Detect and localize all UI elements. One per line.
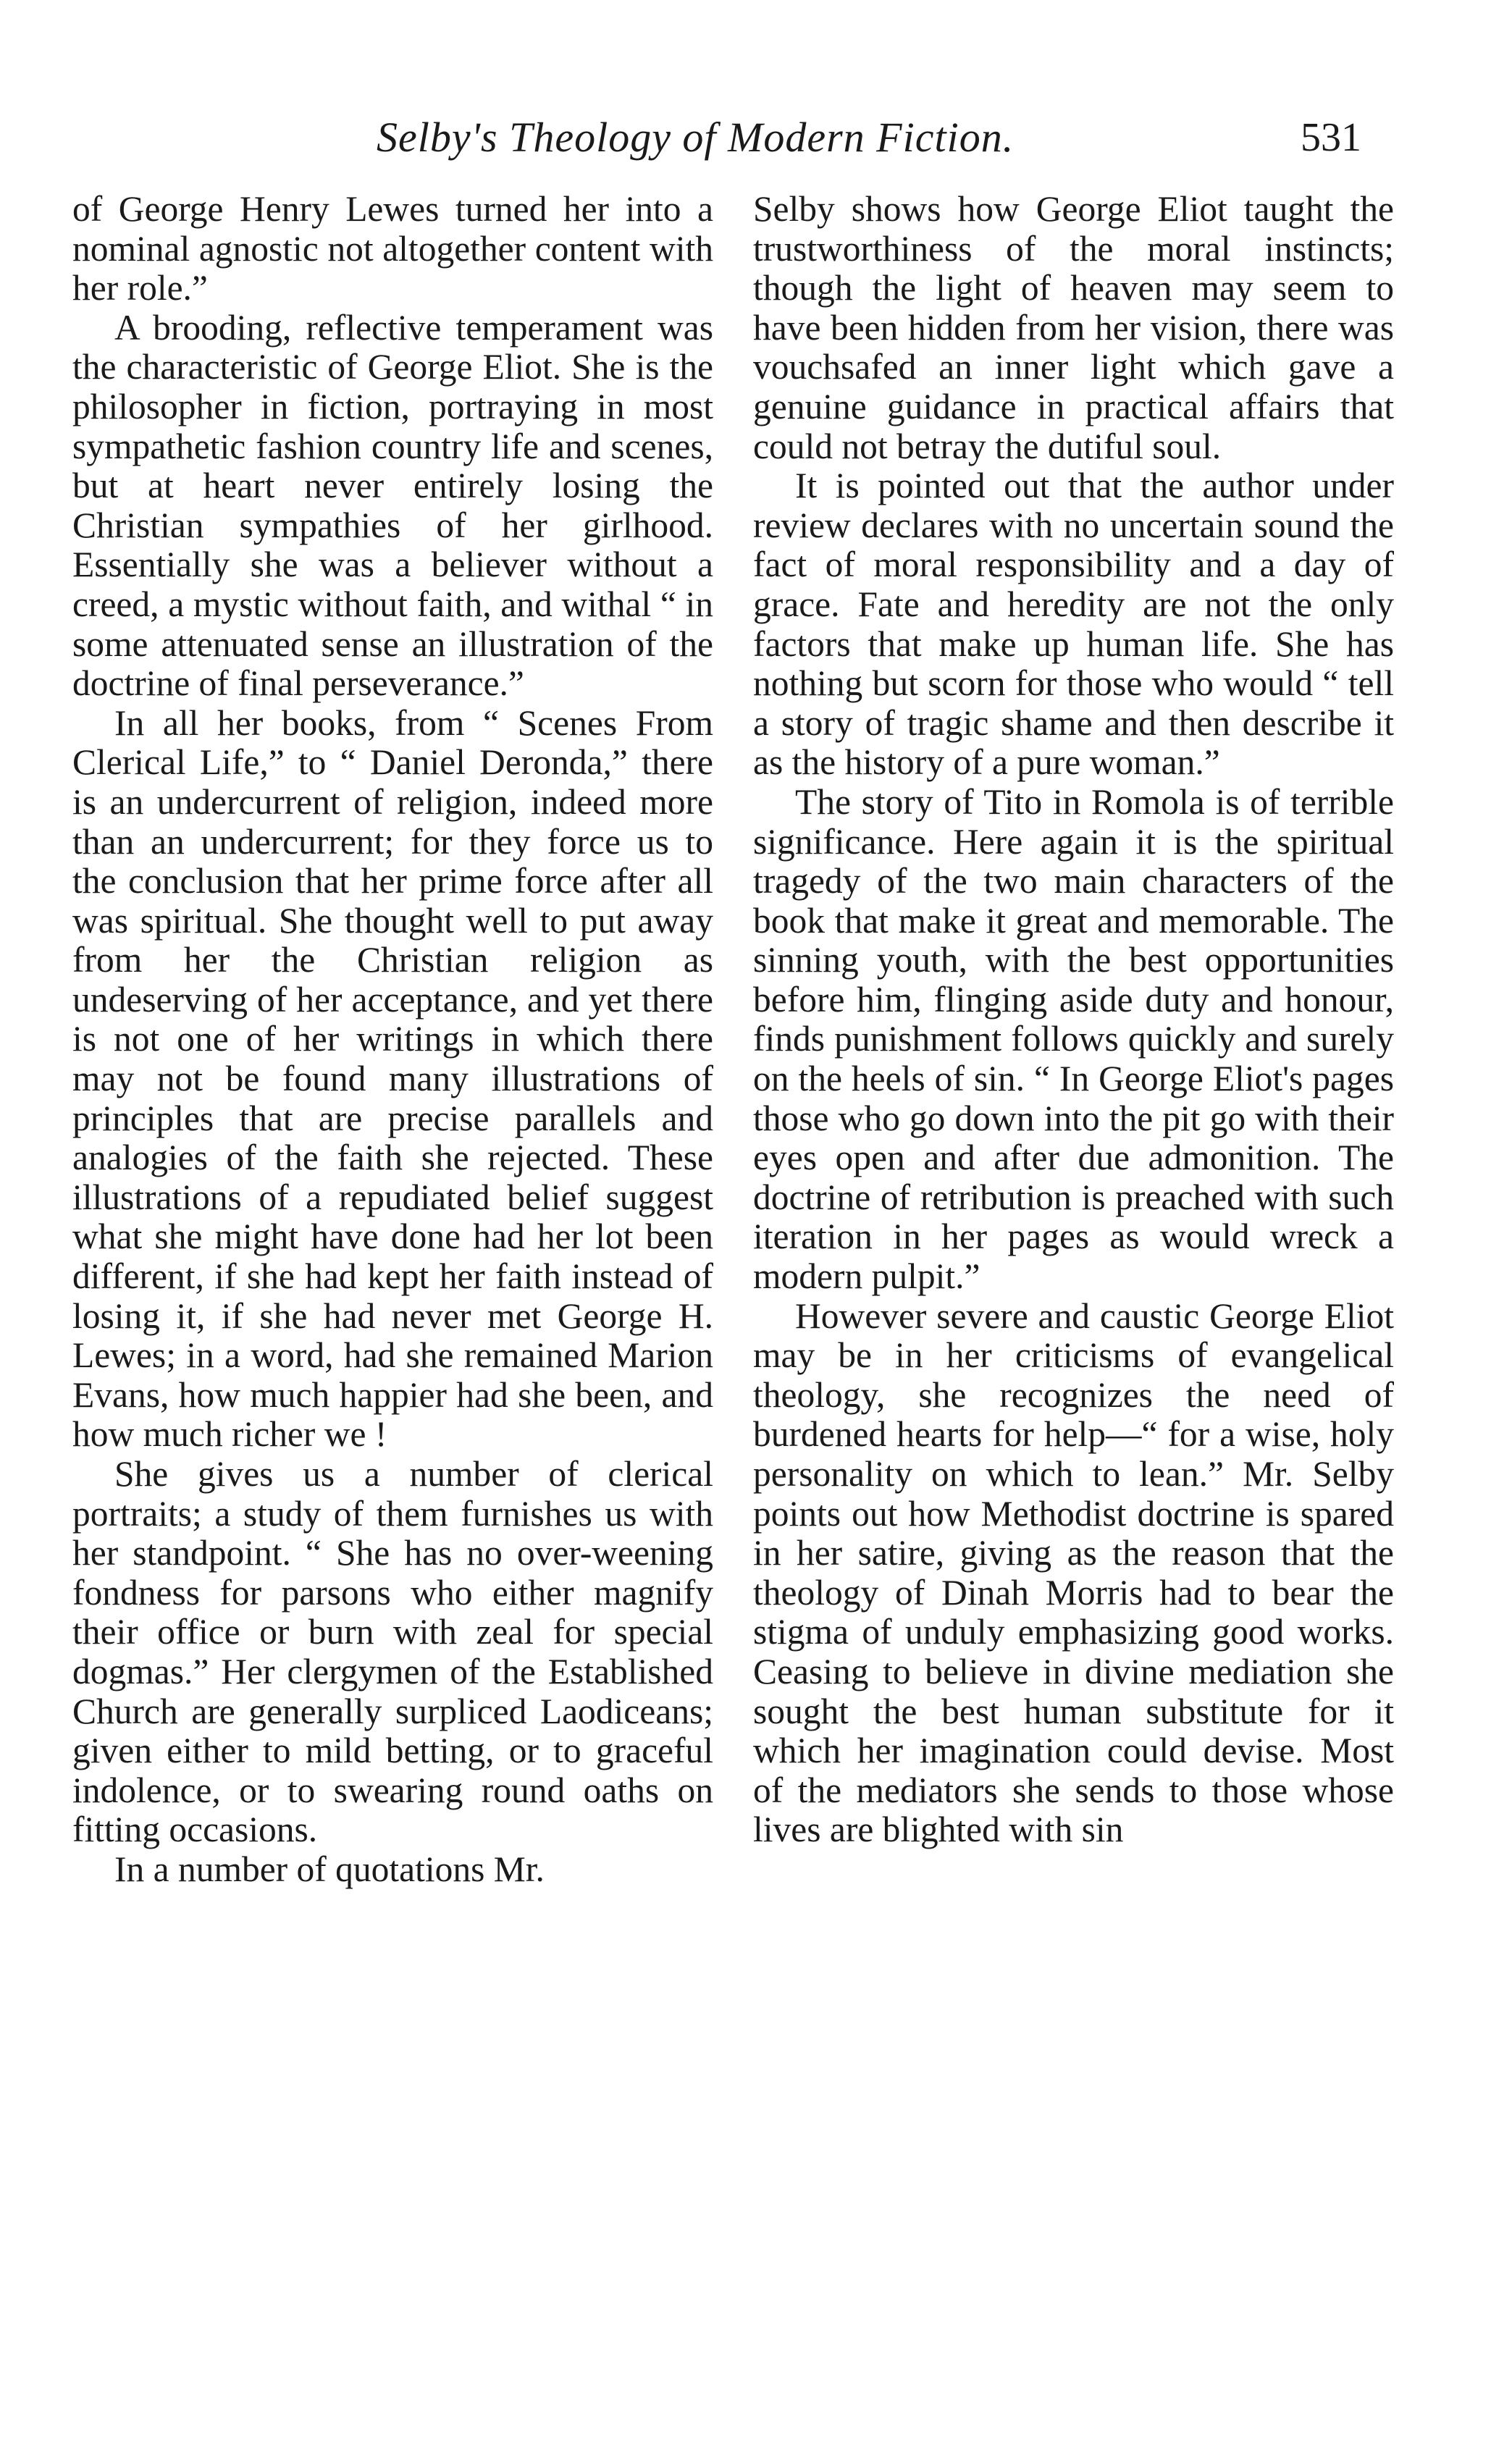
paragraph: In a number of quotations Mr.	[114, 1849, 545, 1889]
right-column	[753, 190, 1394, 1850]
paragraph: of George Henry Lewes turned her into a nominal agnostic not altogether content with her role.”	[72, 189, 713, 308]
running-head	[0, 109, 1419, 167]
paragraph: Selby shows how George Eliot taught the trustworthiness of the moral instincts; though the light of heaven may seem to have been hidden from her vision, there was vouchsafed an inner light which gave a genuine guidance in practical affairs that could not betray the dutiful soul.	[753, 189, 1394, 466]
left-column	[72, 190, 713, 1890]
page-number: 531	[1301, 115, 1361, 160]
paragraph: In all her books, from “ Scenes From Clerical Life,” to “ Daniel Deronda,” there is an undercurrent of religion, indeed more than an undercurrent; for they force us to the conclusion that her prime force after all was spiritual. She thought well to put away from her the Christian religion as undeserving of her acceptance, and yet there is not one of her writings in which there may not be found many illustrations of principles that are precise parallels and analogies of the faith she rejected. These illustrations of a repudiated belief suggest what she might have done had her lot been different, if she had kept her faith instead of losing it, if she had never met George H. Lewes; in a word, had she remained Marion Evans, how much happier had she been, and how much richer we !	[72, 702, 713, 1455]
paragraph: However severe and caustic George Eliot may be in her criticisms of evangelical theology, she recognizes the need of burdened hearts for help—“ for a wise, holy personality on which to lean.” Mr. Selby points out how Methodist doctrine is spared in her satire, giving as the reason that the theology of Dinah Morris had to bear the stigma of unduly emphasizing good works. Ceasing to believe in divine mediation she sought the best human substitute for it which her imagination could devise. Most of the mediators she sends to those whose lives are blighted with sin	[753, 1295, 1394, 1850]
paragraph: It is pointed out that the author under review declares with no uncertain sound the fact of moral responsibility and a day of grace. Fate and heredity are not the only factors that make up human life. She has nothing but scorn for those who would “ tell a story of tragic shame and then describe it as the history of a pure woman.”	[753, 466, 1394, 783]
paragraph: The story of Tito in Romola is of terrible significance. Here again it is the spiritual tragedy of the two main characters of the book that make it great and memorable. The sinning youth, with the best opportunities before him, flinging aside duty and honour, finds punishment follows quickly and surely on the heels of sin. “ In George Eliot's pages those who go down into the pit go with their eyes open and after due admonition. The doctrine of retribution is preached with such iteration in her pages as would wreck a modern pulpit.”	[753, 781, 1394, 1297]
paragraph: She gives us a number of clerical portraits; a study of them furnishes us with her standpoint. “ She has no over-weening fondness for parsons who either magnify their office or burn with zeal for special dogmas.” Her clergymen of the Established Church are generally surpliced Laodiceans; given either to mild betting, or to graceful indolence, or to swearing round oaths on fitting occasions.	[72, 1454, 713, 1850]
running-title: Selby's Theology of Modern Fiction.	[377, 114, 1015, 161]
paragraph: A brooding, reflective temperament was the characteristic of George Eliot. She is the philosopher in fiction, portraying in most sympathetic fashion country life and scenes, but at heart never entirely losing the Christian sympathies of her girlhood. Essentially she was a believer without a creed, a mystic without faith, and withal “ in some attenuated sense an illustration of the doctrine of final perseverance.”	[72, 307, 713, 704]
